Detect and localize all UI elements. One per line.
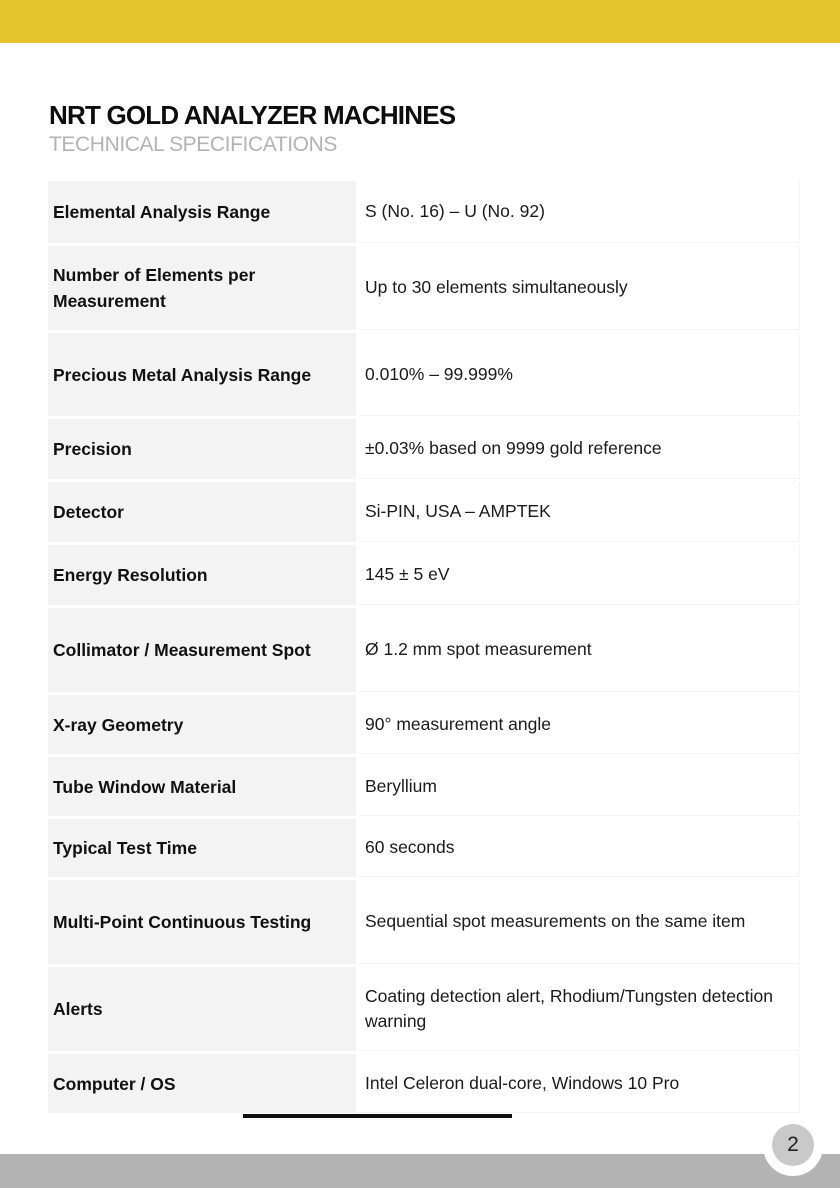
spec-label: Elemental Analysis Range [48,181,356,243]
spec-row [48,1054,800,1113]
spec-row [48,757,800,816]
spec-value: Sequential spot measurements on the same item [359,880,800,964]
page-number: 2 [772,1124,814,1166]
page-subtitle: TECHNICAL SPECIFICATIONS [49,133,337,156]
spec-row [48,608,800,692]
spec-row [48,880,800,964]
top-accent-bar [0,0,840,43]
spec-label: Energy Resolution [48,545,356,605]
page-title: NRT GOLD ANALYZER MACHINES [49,100,456,130]
spec-row [48,419,800,479]
spec-value: S (No. 16) – U (No. 92) [359,181,800,243]
spec-row [48,482,800,542]
spec-row [48,819,800,877]
divider-rule [243,1114,512,1118]
spec-label: X-ray Geometry [48,695,356,754]
spec-row [48,246,800,330]
spec-label: Detector [48,482,356,542]
spec-value: 60 seconds [359,819,800,877]
spec-value: Intel Celeron dual-core, Windows 10 Pro [359,1054,800,1113]
spec-value: Up to 30 elements simultaneously [359,246,800,330]
spec-label: Multi-Point Continuous Testing [48,880,356,964]
spec-label: Tube Window Material [48,757,356,816]
bottom-footer-bar [0,1154,840,1188]
spec-label: Alerts [48,967,356,1051]
spec-label: Number of Elements per Measurement [48,246,356,330]
spec-value: 0.010% – 99.999% [359,333,800,416]
spec-label: Collimator / Measurement Spot [48,608,356,692]
spec-label: Precision [48,419,356,479]
spec-table [48,181,800,1116]
spec-label: Precious Metal Analysis Range [48,333,356,416]
spec-value: Si-PIN, USA – AMPTEK [359,482,800,542]
spec-value: Coating detection alert, Rhodium/Tungsten detection warning [359,967,800,1051]
spec-row [48,967,800,1051]
spec-value: Ø 1.2 mm spot measurement [359,608,800,692]
spec-row [48,181,800,243]
spec-value: ±0.03% based on 9999 gold reference [359,419,800,479]
spec-row [48,545,800,605]
spec-value: Beryllium [359,757,800,816]
spec-value: 145 ± 5 eV [359,545,800,605]
spec-row [48,333,800,416]
spec-value: 90° measurement angle [359,695,800,754]
spec-row [48,695,800,754]
spec-label: Typical Test Time [48,819,356,877]
spec-label: Computer / OS [48,1054,356,1113]
